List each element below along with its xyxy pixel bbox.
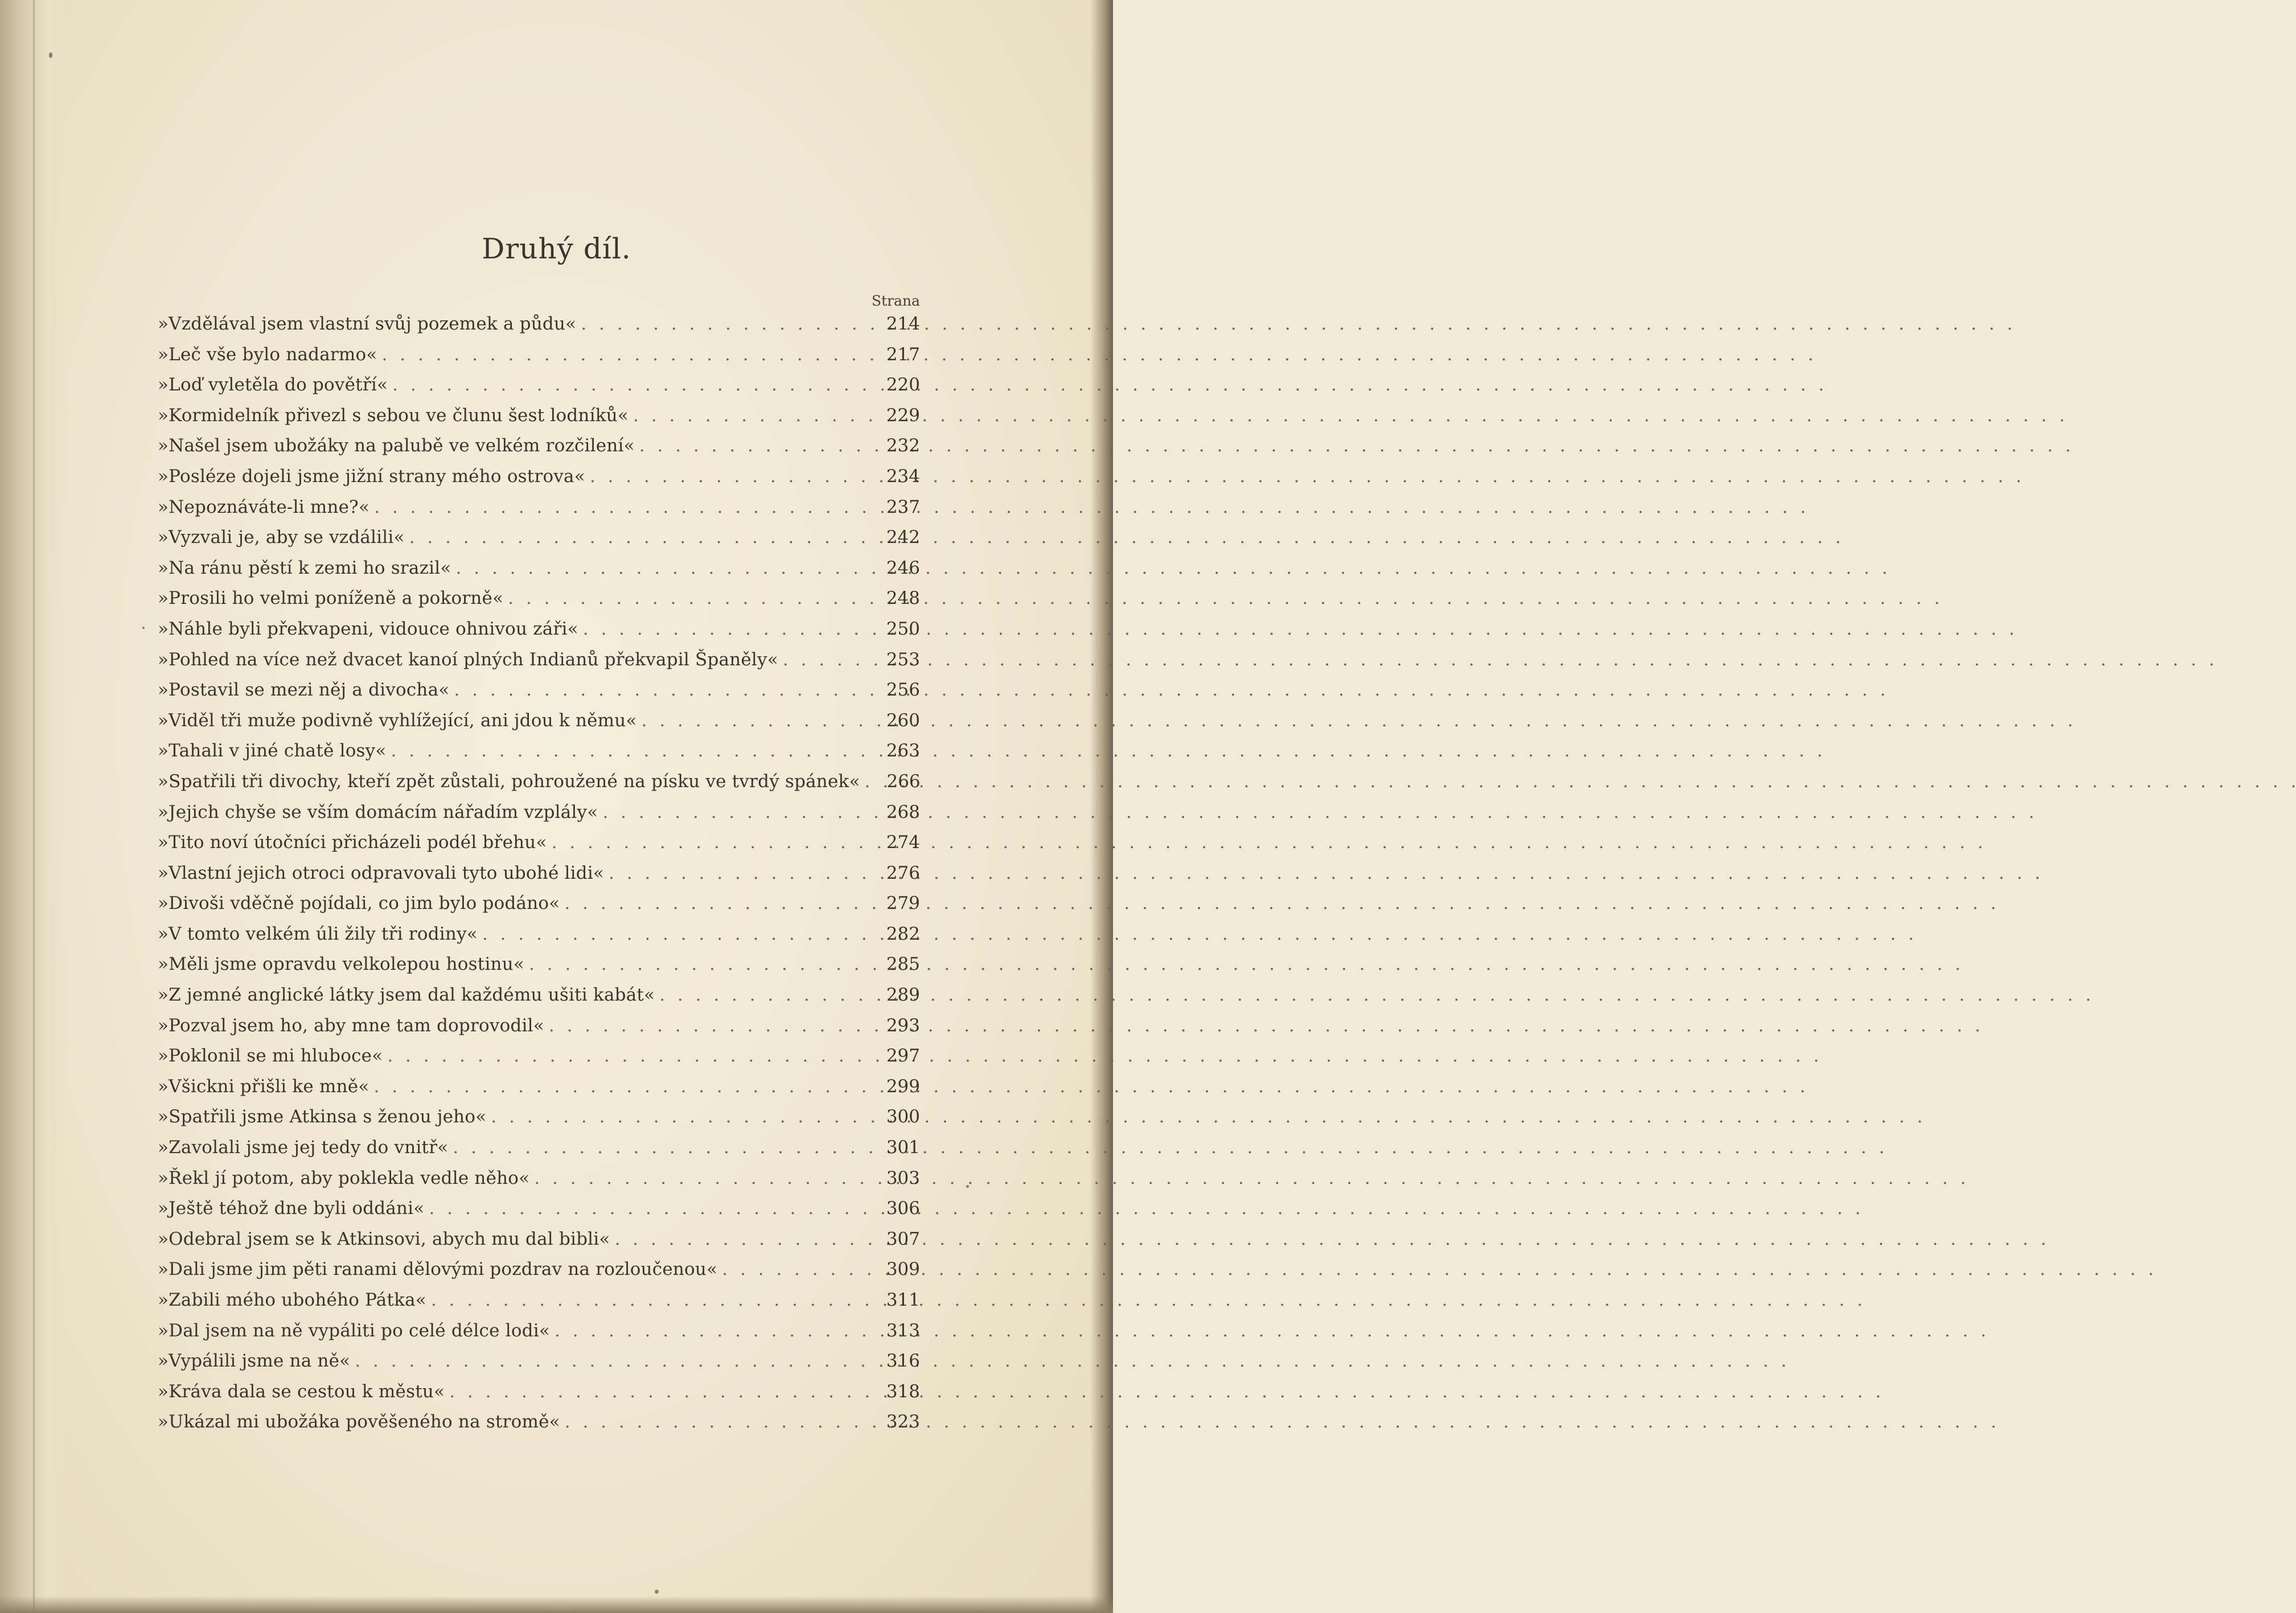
toc-entry-page-number: 293 (886, 1015, 920, 1036)
toc-entry (158, 863, 920, 894)
toc-entry-title: »Zavolali jsme jej tedy do vnitř« (158, 1137, 449, 1158)
toc-entry (158, 435, 920, 466)
toc-entry-page-number: 285 (886, 954, 920, 975)
toc-entry-page-number: 318 (886, 1381, 920, 1402)
toc-entry-title: »Nepoznáváte-li mne?« (158, 496, 370, 517)
toc-entry (158, 1137, 920, 1168)
toc-dot-leader (445, 1381, 881, 1402)
toc-dot-leader (629, 405, 881, 426)
toc-entry-title: »Pohled na více než dvacet kanoí plných Indianů překvapil Španěly« (158, 649, 778, 670)
toc-dot-leader (451, 558, 881, 578)
toc-entry (158, 314, 920, 344)
toc-dot-leader (860, 771, 882, 792)
toc-entry-title: »Tito noví útočníci přicházeli podél břehu« (158, 832, 547, 853)
toc-dot-leader (426, 1290, 881, 1310)
toc-entry-title: »V tomto velkém úli žily tři rodiny« (158, 923, 478, 944)
toc-entry-title: »Viděl tři muže podivně vyhlížející, ani jdou k němu« (158, 710, 637, 731)
toc-entry-page-number: 309 (886, 1259, 920, 1280)
toc-entry (158, 497, 920, 528)
toc-entry-page-number: 220 (886, 375, 920, 396)
table-of-contents (158, 314, 920, 1442)
toc-entry-page-number: 311 (886, 1290, 920, 1310)
toc-dot-leader (486, 1106, 881, 1127)
toc-dot-leader (478, 924, 881, 944)
toc-dot-leader (350, 1351, 881, 1371)
toc-entry-page-number: 260 (886, 710, 920, 731)
toc-entry-title: »Kormidelník přivezl s sebou ve člunu šest lodníků« (158, 405, 629, 426)
toc-entry-page-number: 250 (886, 618, 920, 639)
toc-entry-title: »Zabili mého ubohého Pátka« (158, 1290, 426, 1310)
toc-entry-page-number: 307 (886, 1228, 920, 1249)
toc-entry-page-number: 276 (886, 862, 920, 883)
toc-entry (158, 649, 920, 680)
toc-dot-leader (778, 649, 881, 670)
page-title: Druhý díl. (482, 232, 631, 265)
toc-entry-title: »Dali jsme jim pěti ranami dělovými pozdrav na rozloučenou« (158, 1259, 718, 1280)
toc-entry (158, 954, 920, 985)
toc-entry (158, 1076, 920, 1107)
toc-entry-page-number: 282 (886, 923, 920, 944)
toc-entry-page-number: 232 (886, 435, 920, 456)
toc-entry (158, 985, 920, 1015)
toc-entry-page-number: 274 (886, 832, 920, 853)
toc-entry-page-number: 237 (886, 496, 920, 517)
toc-entry-title: »Ukázal mi ubožáka pověšeného na stromě« (158, 1412, 560, 1433)
toc-dot-leader (610, 1229, 881, 1249)
toc-entry-page-number: 316 (886, 1351, 920, 1372)
toc-entry-title: »Z jemné anglické látky jsem dal každému ušiti kabát« (158, 985, 655, 1006)
toc-entry-title: »Leč vše bylo nadarmo« (158, 344, 377, 365)
toc-entry (158, 1290, 920, 1320)
toc-entry-title: »Kráva dala se cestou k městu« (158, 1381, 445, 1402)
toc-dot-leader (637, 710, 881, 731)
toc-dot-leader (547, 832, 881, 853)
toc-dot-leader (604, 863, 881, 883)
toc-entry-page-number: 289 (886, 985, 920, 1006)
toc-entry-title: »Vlastní jejich otroci odpravovali tyto ubohé lidi« (158, 862, 605, 883)
toc-dot-leader (387, 740, 881, 761)
toc-entry-page-number: 300 (886, 1106, 920, 1128)
toc-dot-leader (635, 435, 881, 456)
toc-dot-leader (424, 1198, 881, 1219)
toc-entry-title: »Tahali v jiné chatě losy« (158, 740, 387, 762)
toc-entry-title: »Našel jsem ubožáky na palubě ve velkém rozčilení« (158, 435, 635, 456)
toc-entry-page-number: 248 (886, 588, 920, 609)
toc-entry (158, 527, 920, 558)
toc-entry-page-number: 299 (886, 1076, 920, 1097)
toc-entry (158, 771, 920, 802)
toc-entry-title: »Náhle byli překvapeni, vidouce ohnivou záři« (158, 618, 578, 639)
toc-entry-title: »Dal jsem na ně vypáliti po celé délce lodi« (158, 1320, 551, 1341)
toc-entry-page-number: 256 (886, 680, 920, 701)
toc-entry (158, 740, 920, 771)
toc-dot-leader (377, 344, 881, 365)
toc-dot-leader (655, 985, 881, 1005)
toc-entry-title: »Jejich chyše se vším domácím nářadím vzplály« (158, 801, 598, 822)
toc-entry-title: »Vypálili jsme na ně« (158, 1351, 351, 1372)
toc-dot-leader (578, 619, 881, 639)
toc-dot-leader (544, 1015, 881, 1036)
toc-entry-page-number: 297 (886, 1046, 920, 1067)
toc-dot-leader (560, 893, 881, 914)
toc-dot-leader (369, 1076, 881, 1097)
toc-entry-page-number: 306 (886, 1198, 920, 1219)
toc-dot-leader (598, 802, 881, 822)
toc-entry (158, 405, 920, 436)
toc-entry-title: »Poklonil se mi hluboce« (158, 1046, 383, 1067)
toc-entry-page-number: 234 (886, 466, 920, 487)
toc-entry-page-number: 229 (886, 405, 920, 426)
toc-entry (158, 1351, 920, 1381)
toc-entry (158, 1381, 920, 1412)
toc-entry (158, 802, 920, 833)
toc-entry (158, 1168, 920, 1199)
page-column-label: Strana (871, 293, 920, 309)
toc-entry-title: »Řekl jí potom, aby poklekla vedle něho« (158, 1167, 530, 1188)
toc-entry (158, 680, 920, 710)
toc-dot-leader (560, 1412, 881, 1432)
toc-dot-leader (585, 466, 881, 487)
page-bottom-edge (0, 1596, 1113, 1613)
book-page (0, 0, 1113, 1613)
toc-entry (158, 1259, 920, 1290)
paper-speck (49, 52, 52, 58)
toc-entry-title: »Vzdělával jsem vlastní svůj pozemek a půdu« (158, 314, 577, 334)
toc-entry-page-number: 268 (886, 801, 920, 822)
toc-entry (158, 1015, 920, 1046)
toc-entry (158, 1320, 920, 1351)
toc-entry-page-number: 253 (886, 649, 920, 670)
toc-entry-title: »Spatřili jsme Atkinsa s ženou jeho« (158, 1106, 487, 1128)
toc-entry-page-number: 279 (886, 893, 920, 914)
toc-entry (158, 1046, 920, 1076)
toc-entry-page-number: 303 (886, 1167, 920, 1188)
toc-dot-leader (369, 497, 881, 517)
toc-dot-leader (503, 588, 881, 608)
toc-dot-leader (449, 680, 881, 700)
toc-entry-page-number: 263 (886, 740, 920, 762)
toc-entry-title: »Postavil se mezi něj a divocha« (158, 680, 450, 701)
toc-entry-title: »Spatřili tři divochy, kteří zpět zůstali, pohroužené na písku ve tvrdý spánek« (158, 771, 860, 792)
toc-dot-leader (405, 527, 881, 548)
toc-entry (158, 375, 920, 405)
toc-entry-page-number: 246 (886, 557, 920, 578)
toc-entry-title: »Měli jsme opravdu velkolepou hostinu« (158, 954, 525, 975)
toc-entry-page-number: 301 (886, 1137, 920, 1158)
toc-entry (158, 710, 920, 741)
toc-entry (158, 588, 920, 619)
toc-entry-title: »Všickni přišli ke mně« (158, 1076, 369, 1097)
toc-dot-leader (550, 1320, 881, 1341)
toc-dot-leader (717, 1259, 881, 1279)
paper-speck (142, 627, 145, 629)
toc-entry-page-number: 323 (886, 1412, 920, 1433)
toc-entry (158, 924, 920, 954)
toc-entry-title: »Pozval jsem ho, aby mne tam doprovodil« (158, 1015, 544, 1036)
toc-entry (158, 832, 920, 863)
toc-entry-title: »Na ránu pěstí k zemi ho srazil« (158, 557, 451, 578)
toc-entry (158, 558, 920, 589)
toc-entry (158, 1229, 920, 1260)
toc-dot-leader (448, 1137, 881, 1158)
toc-entry (158, 619, 920, 649)
toc-entry-page-number: 217 (886, 344, 920, 365)
toc-dot-leader (383, 1046, 881, 1066)
toc-entry-title: »Divoši vděčně pojídali, co jim bylo podáno« (158, 893, 560, 914)
toc-entry-page-number: 214 (886, 314, 920, 334)
toc-entry (158, 466, 920, 497)
toc-entry-title: »Loď vyletěla do povětří« (158, 375, 388, 396)
toc-entry-page-number: 242 (886, 527, 920, 548)
toc-entry-title: »Odebral jsem se k Atkinsovi, abych mu dal bibli« (158, 1228, 610, 1249)
toc-dot-leader (524, 954, 881, 974)
toc-entry (158, 1412, 920, 1442)
toc-entry-title: »Vyzvali je, aby se vzdálili« (158, 527, 405, 548)
toc-entry-title: »Ještě téhož dne byli oddáni« (158, 1198, 425, 1219)
toc-entry-page-number: 266 (886, 771, 921, 792)
toc-entry-title: »Posléze dojeli jsme jižní strany mého ostrova« (158, 466, 585, 487)
toc-dot-leader (576, 314, 881, 334)
toc-entry-page-number: 313 (886, 1320, 920, 1341)
toc-dot-leader (388, 375, 881, 395)
toc-entry-title: »Prosili ho velmi poníženě a pokorně« (158, 588, 504, 609)
paper-speck (655, 1590, 659, 1594)
toc-dot-leader (529, 1168, 881, 1188)
toc-entry (158, 1198, 920, 1229)
toc-entry (158, 893, 920, 924)
toc-entry (158, 1106, 920, 1137)
toc-entry (158, 344, 920, 375)
